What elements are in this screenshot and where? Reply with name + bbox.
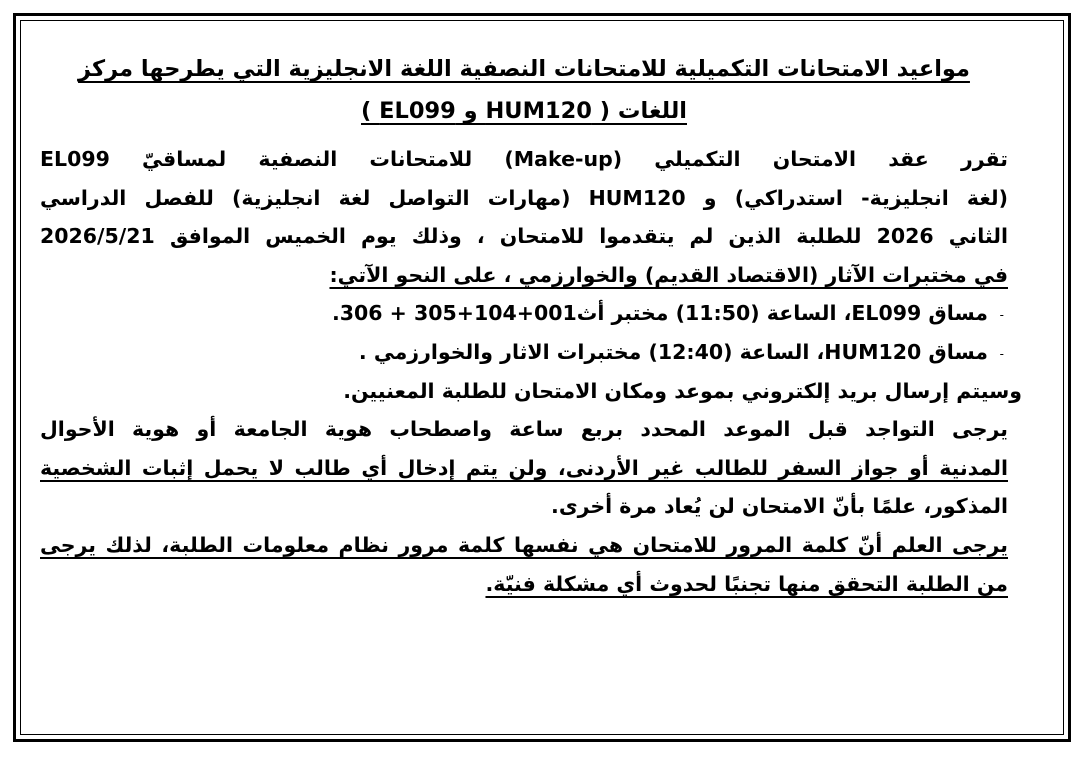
paragraph3-line-2: من الطلبة التحقق منها تجنبًا لحدوث أي مشكلة فنيّة.: [485, 571, 1008, 596]
paragraph3-line-1: يرجى العلم أنّ كلمة المرور للامتحان هي نفسها كلمة مرور نظام معلومات الطلبة، لذلك يرجى: [40, 532, 1008, 557]
email-note: وسيتم إرسال بريد إلكتروني بموعد ومكان الامتحان للطلبة المعنيين.: [343, 378, 1022, 403]
title-line-2: اللغات ( HUM120 و EL099 ): [361, 98, 687, 124]
bullet-el099: - مساق EL099، الساعة (11:50) مختبر أث001+104+305 + 306.: [40, 294, 1008, 333]
announcement-document: [40, 48, 1022, 603]
paragraph2-line-1: يرجى التواجد قبل الموعد المحدد بربع ساعة واصطحاب هوية الجامعة أو هوية الأحوال: [40, 417, 1008, 442]
paragraph1-line-1: تقرر عقد الامتحان التكميلي (Make-up) للامتحانات النصفية لمساقيّ EL099: [40, 147, 1008, 171]
paragraph2-line-3: المذكور، علمًا بأنّ الامتحان لن يُعاد مرة أخرى.: [551, 494, 1008, 519]
paragraph1-line-4: في مختبرات الآثار (الاقتصاد القديم) والخوارزمي ، على النحو الآتي:: [329, 262, 1008, 287]
title-line-1: مواعيد الامتحانات التكميلية للامتحانات النصفية اللغة الانجليزية التي يطرحها مركز: [78, 56, 970, 82]
paragraph1-line-2: (لغة انجليزية- استدراكي) و HUM120 (مهارات التواصل لغة انجليزية) للفصل الدراسي: [40, 185, 1008, 210]
paragraph1-line-3: الثاني 2026 للطلبة الذين لم يتقدموا للامتحان ، وذلك يوم الخميس الموافق 2026/5/21: [40, 224, 1009, 249]
bullet-hum120: - مساق HUM120، الساعة (12:40) مختبرات الاثار والخوارزمي .: [40, 333, 1008, 372]
paragraph2-line-2: المدنية أو جواز السفر للطالب غير الأردنى، ولن يتم إدخال أي طالب لا يحمل إثبات الشخصية: [40, 455, 1008, 480]
